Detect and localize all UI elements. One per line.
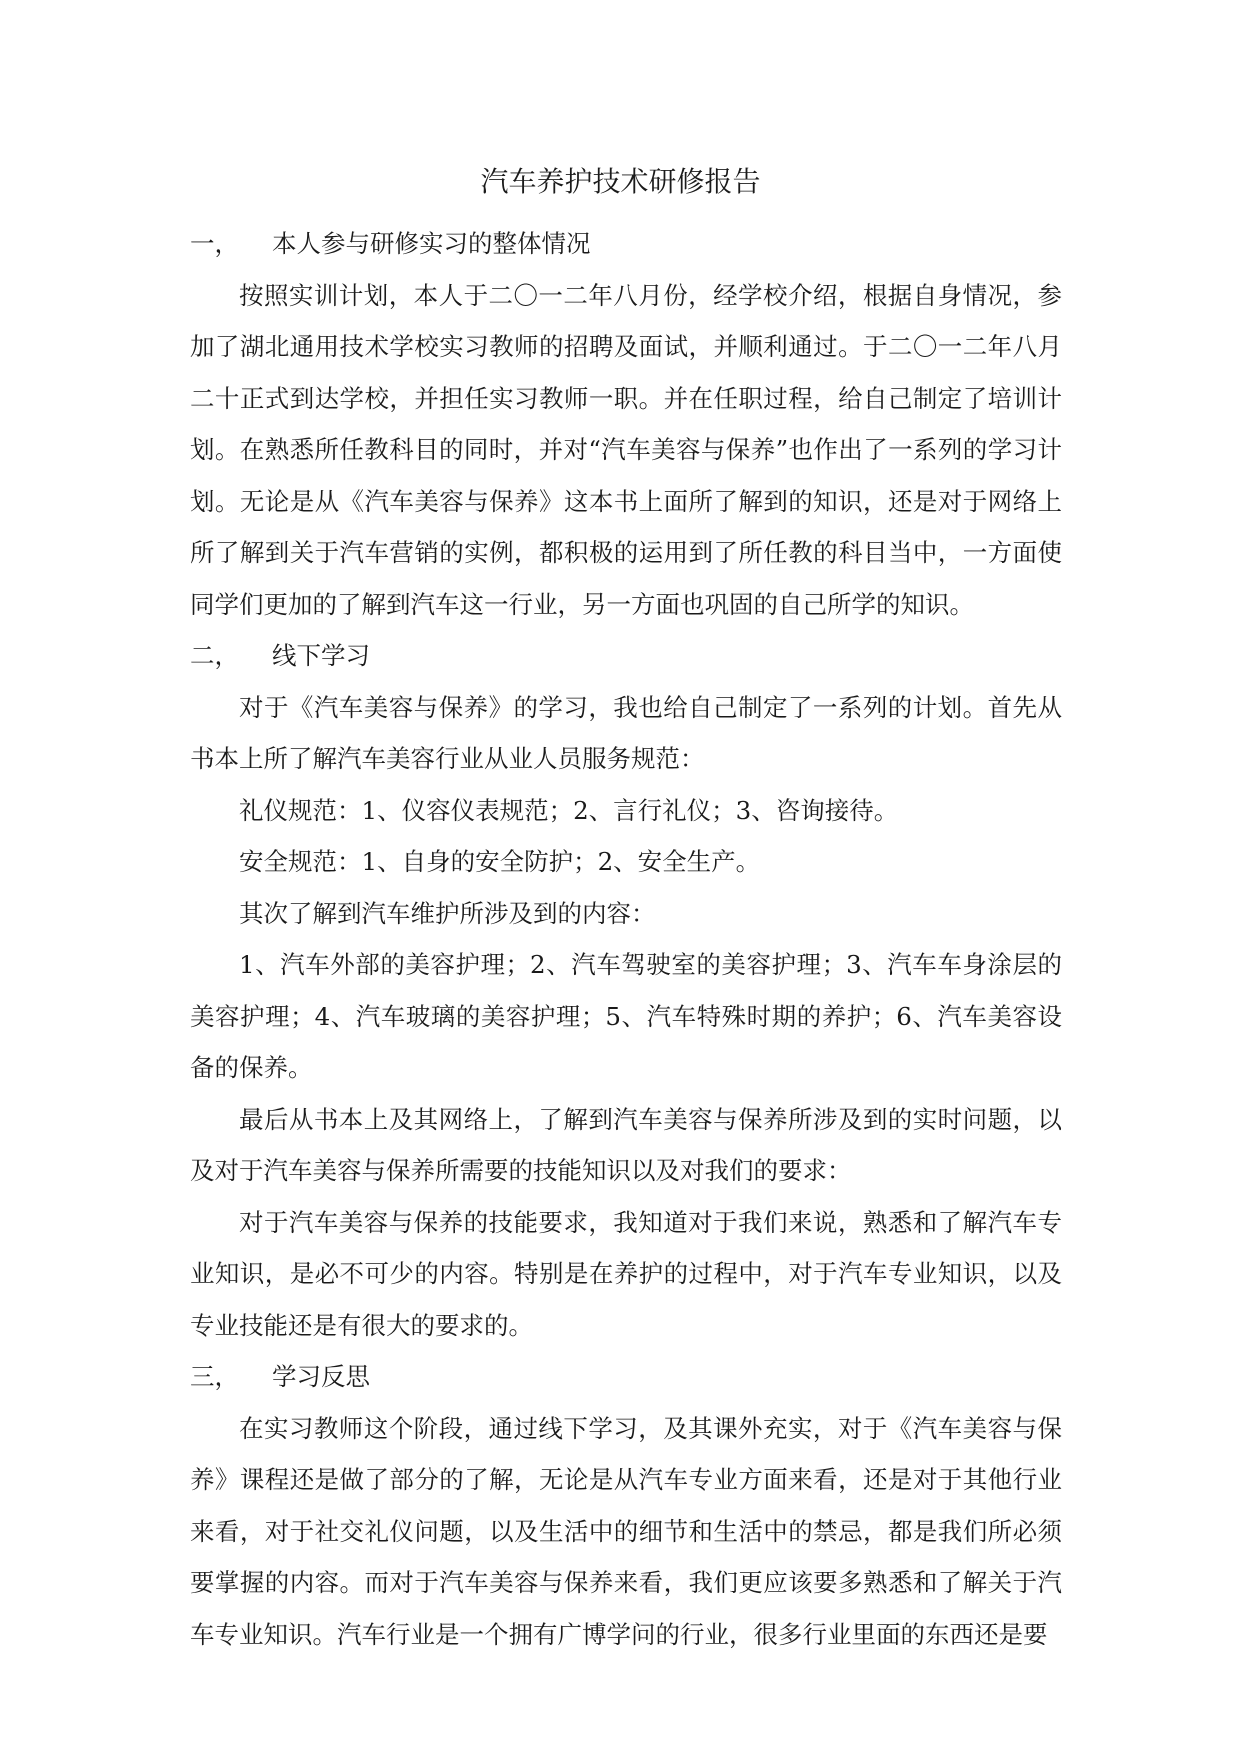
paragraph: 1、汽车外部的美容护理；2、汽车驾驶室的美容护理；3、汽车车身涂层的美容护理；4、汽车玻璃的美容护理；5、汽车特殊时期的养护；6、汽车美容设备的保养。 bbox=[190, 950, 1062, 1082]
paragraph: 最后从书本上及其网络上，了解到汽车美容与保养所涉及到的实时问题，以及对于汽车美容与保养所需要的技能知识以及对我们的要求： bbox=[190, 1104, 1062, 1185]
section-heading-text: 学习反思 bbox=[272, 1362, 370, 1391]
paragraph: 安全规范：1、自身的安全防护；2、安全生产。 bbox=[239, 847, 761, 876]
paragraph: 对于汽车美容与保养的技能要求，我知道对于我们来说，熟悉和了解汽车专业知识，是必不可少的内容。特别是在养护的过程中，对于汽车专业知识，以及专业技能还是有很大的要求的。 bbox=[190, 1207, 1062, 1340]
paragraph: 礼仪规范：1、仪容仪表规范；2、言行礼仪；3、咨询接待。 bbox=[239, 795, 899, 825]
section-heading-text: 线下学习 bbox=[272, 641, 370, 670]
paragraph: 按照实训计划，本人于二〇一二年八月份，经学校介绍，根据自身情况，参加了湖北通用技术学校实习教师的招聘及面试，并顺利通过。于二〇一二年八月二十正式到达学校，并担任实习教师一职。并在任职过程，给自己制定了培训计划。在熟悉所任教科目的同时，并对“汽车美容与保养”也作出了一系列的学习计划。无论是从《汽车美容与保养》这本书上面所了解到的知识，还是对于网络上所了解到关于汽车营销的实例，都积极的运用到了所任教的科目当中，一方面使同学们更加的了解到汽车这一行业，另一方面也巩固的自己所学的知识。 bbox=[190, 280, 1062, 619]
document-title: 汽车养护技术研修报告 bbox=[480, 165, 761, 198]
section-number: 三， bbox=[190, 1362, 239, 1391]
section-heading bbox=[190, 218, 1062, 270]
paragraph: 在实习教师这个阶段，通过线下学习，及其课外充实，对于《汽车美容与保养》课程还是做了部分的了解，无论是从汽车专业方面来看，还是对于其他行业来看，对于社交礼仪问题，以及生活中的细节和生活中的禁忌，都是我们所必须要掌握的内容。而对于汽车美容与保养来看，我们更应该要多熟悉和了解关于汽车专业知识。汽车行业是一个拥有广博学问的行业，很多行业里面的东西还是要 bbox=[190, 1413, 1062, 1649]
section-heading-text: 本人参与研修实习的整体情况 bbox=[272, 229, 591, 258]
paragraph: 对于《汽车美容与保养》的学习，我也给自己制定了一系列的计划。首先从书本上所了解汽车美容行业从业人员服务规范： bbox=[190, 692, 1062, 773]
document-body bbox=[190, 218, 1062, 1660]
section-number: 一， bbox=[190, 229, 239, 258]
paragraph: 其次了解到汽车维护所涉及到的内容： bbox=[239, 898, 656, 928]
section-heading bbox=[190, 1351, 1062, 1403]
section-number: 二， bbox=[190, 641, 239, 670]
section-heading bbox=[190, 630, 1062, 682]
